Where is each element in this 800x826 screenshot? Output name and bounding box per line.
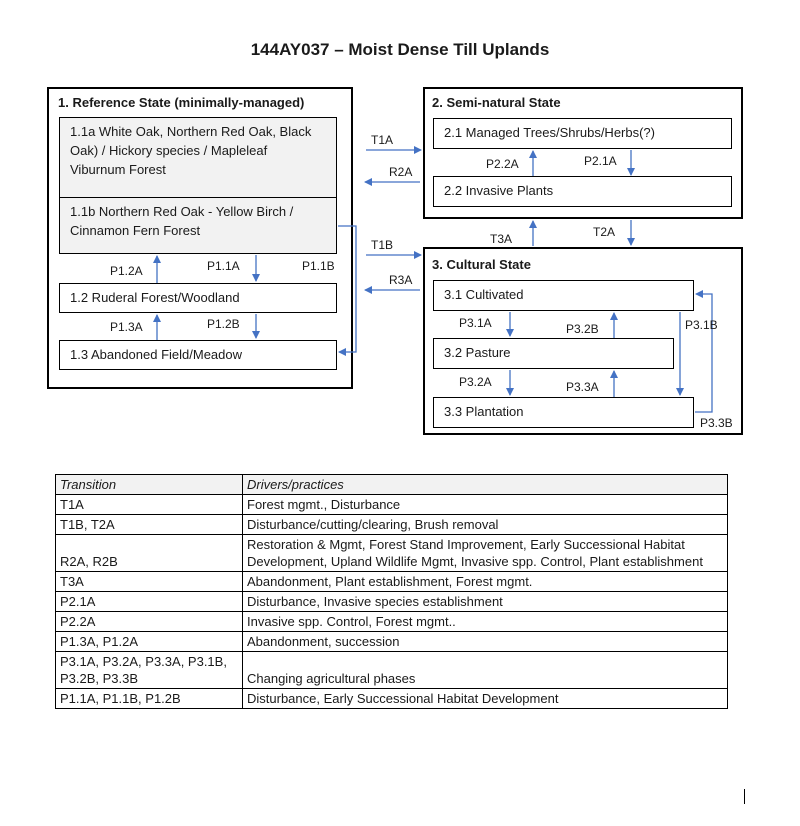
table-cell-drivers: Restoration & Mgmt, Forest Stand Improvement, Early Successional Habitat Development, Upland Wildlife Mgmt, Invasive spp. Control, Plant establishment — [243, 535, 728, 572]
table-row — [56, 592, 728, 612]
label-t1a: T1A — [371, 133, 394, 147]
community-3-3: 3.3 Plantation — [433, 397, 694, 428]
community-1-3: 1.3 Abandoned Field/Meadow — [59, 340, 337, 370]
label-p1-1a: P1.1A — [207, 259, 240, 273]
label-t2a: T2A — [593, 225, 616, 239]
table-cell-transition: P2.2A — [56, 612, 243, 632]
table-row — [56, 495, 728, 515]
table-cell-drivers: Disturbance, Early Successional Habitat Development — [243, 689, 728, 709]
arrow-p3-3b — [695, 294, 712, 412]
table-row — [56, 572, 728, 592]
community-1-1b: 1.1b Northern Red Oak - Yellow Birch / Cinnamon Fern Forest — [59, 197, 337, 254]
community-3-1: 3.1 Cultivated — [433, 280, 694, 311]
community-3-2: 3.2 Pasture — [433, 338, 674, 369]
label-t3a: T3A — [490, 232, 513, 246]
label-p2-2a: P2.2A — [486, 157, 519, 171]
table-cell-transition: R2A, R2B — [56, 535, 243, 572]
table-cell-drivers: Abandonment, succession — [243, 632, 728, 652]
table-cell-transition: P2.1A — [56, 592, 243, 612]
community-1-2: 1.2 Ruderal Forest/Woodland — [59, 283, 337, 313]
state-title-semi-natural: 2. Semi-natural State — [432, 95, 561, 110]
table-row — [56, 689, 728, 709]
table-cell-drivers: Abandonment, Plant establishment, Forest mgmt. — [243, 572, 728, 592]
label-t1b: T1B — [371, 238, 394, 252]
table-header-row — [56, 475, 728, 495]
table-row — [56, 632, 728, 652]
label-p1-1b: P1.1B — [302, 259, 335, 273]
label-p3-3b: P3.3B — [700, 416, 733, 430]
community-2-2: 2.2 Invasive Plants — [433, 176, 732, 207]
state-title-cultural: 3. Cultural State — [432, 257, 531, 272]
table-cell-drivers: Changing agricultural phases — [243, 652, 728, 689]
table-cell-transition: P1.3A, P1.2A — [56, 632, 243, 652]
table-row — [56, 612, 728, 632]
label-r2a: R2A — [389, 165, 413, 179]
table-header-transition: Transition — [56, 475, 243, 495]
label-p3-2a: P3.2A — [459, 375, 492, 389]
label-p3-1b: P3.1B — [685, 318, 718, 332]
community-1-1a: 1.1a White Oak, Northern Red Oak, Black Oak) / Hickory species / Mapleleaf Viburnum Forest — [59, 117, 337, 198]
table-row — [56, 652, 728, 689]
page-title: 144AY037 – Moist Dense Till Uplands — [250, 40, 550, 59]
label-p3-2b: P3.2B — [566, 322, 599, 336]
table-cell-drivers: Disturbance, Invasive species establishment — [243, 592, 728, 612]
community-2-1: 2.1 Managed Trees/Shrubs/Herbs(?) — [433, 118, 732, 149]
label-r3a: R3A — [389, 273, 413, 287]
label-p3-3a: P3.3A — [566, 380, 599, 394]
table-cell-drivers: Invasive spp. Control, Forest mgmt.. — [243, 612, 728, 632]
table-cell-transition: T3A — [56, 572, 243, 592]
table-row — [56, 515, 728, 535]
table-header-drivers: Drivers/practices — [243, 475, 728, 495]
arrow-p1-1b — [338, 226, 356, 352]
transitions-table — [55, 474, 728, 709]
label-p2-1a: P2.1A — [584, 154, 617, 168]
label-p1-2b: P1.2B — [207, 317, 240, 331]
table-cell-transition: T1A — [56, 495, 243, 515]
text-cursor — [744, 789, 745, 804]
table-cell-transition: T1B, T2A — [56, 515, 243, 535]
table-row — [56, 535, 728, 572]
table-cell-drivers: Disturbance/cutting/clearing, Brush removal — [243, 515, 728, 535]
table-cell-drivers: Forest mgmt., Disturbance — [243, 495, 728, 515]
state-title-reference: 1. Reference State (minimally-managed) — [58, 95, 305, 110]
table-cell-transition: P3.1A, P3.2A, P3.3A, P3.1B, P3.2B, P3.3B — [56, 652, 243, 689]
table-cell-transition: P1.1A, P1.1B, P1.2B — [56, 689, 243, 709]
label-p1-2a: P1.2A — [110, 264, 143, 278]
label-p1-3a: P1.3A — [110, 320, 143, 334]
label-p3-1a: P3.1A — [459, 316, 492, 330]
